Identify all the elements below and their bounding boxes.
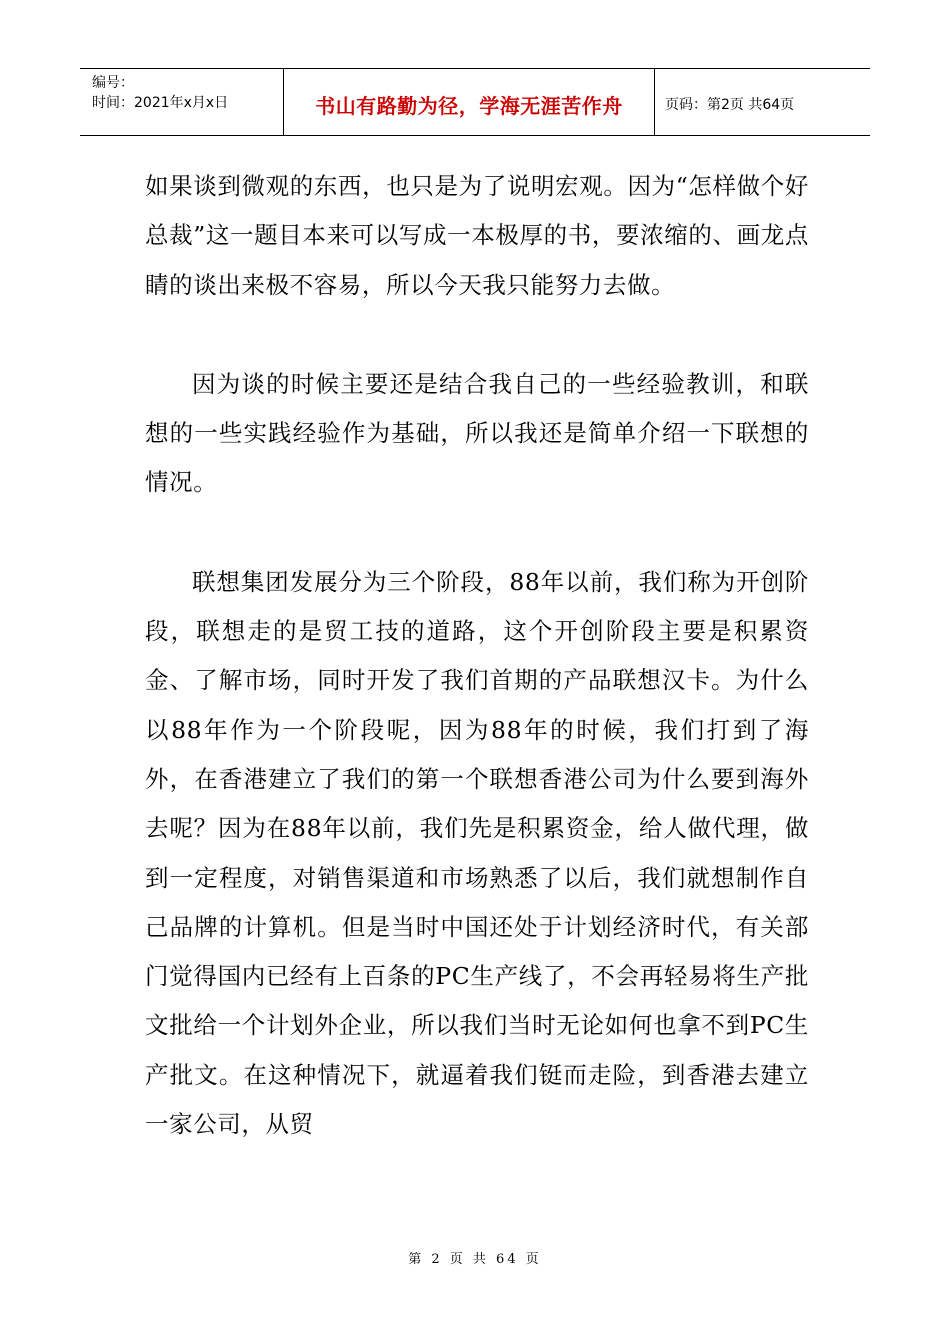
header-motto: 书山有路勤为径，学海无涯苦作舟 (315, 93, 623, 118)
page-footer: 第 2 页 共 64 页 (408, 1252, 542, 1267)
paragraph-2: 因为谈的时候主要还是结合我自己的一些经验教训，和联想的一些实践经验作为基础，所以我还是简单介绍一下联想的情况。 (145, 369, 809, 497)
document-code-label: 编号： (92, 75, 134, 91)
document-body (145, 162, 809, 1149)
document-time-label: 时间：2021年x月x日 (92, 95, 229, 111)
header-motto-cell (283, 69, 655, 135)
paragraph-1: 如果谈到微观的东西，也只是为了说明宏观。因为“怎样做个好总裁”这一题目本来可以写成一本极厚的书，要浓缩的、画龙点睛的谈出来极不容易，所以今天我只能努力去做。 (145, 172, 809, 299)
page-header (80, 68, 870, 136)
paragraph-3: 联想集团发展分为三个阶段，88年以前，我们称为开创阶段，联想走的是贸工技的道路，这个开创阶段主要是积累资金、了解市场，同时开发了我们首期的产品联想汉卡。为什么以88年作为一个阶段呢，因为88年的时候，我们打到了海外，在香港建立了我们的第一个联想香港公司为什么要到海外去呢？因为在88年以前，我们先是积累资金，给人做代理，做到一定程度，对销售渠道和市场熟悉了以后，我们就想制作自己品牌的计算机。但是当时中国还处于计划经济时代，有关部门觉得国内已经有上百条的PC生产线了，不会再轻易将生产批文批给一个计划外企业，所以我们当时无论如何也拿不到PC生产批文。在这种情况下，就逼着我们铤而走险，到香港去建立一家公司，从贸 (145, 567, 809, 1139)
header-meta (80, 69, 283, 135)
header-page-info: 页码：第2页 共64页 (665, 97, 795, 113)
